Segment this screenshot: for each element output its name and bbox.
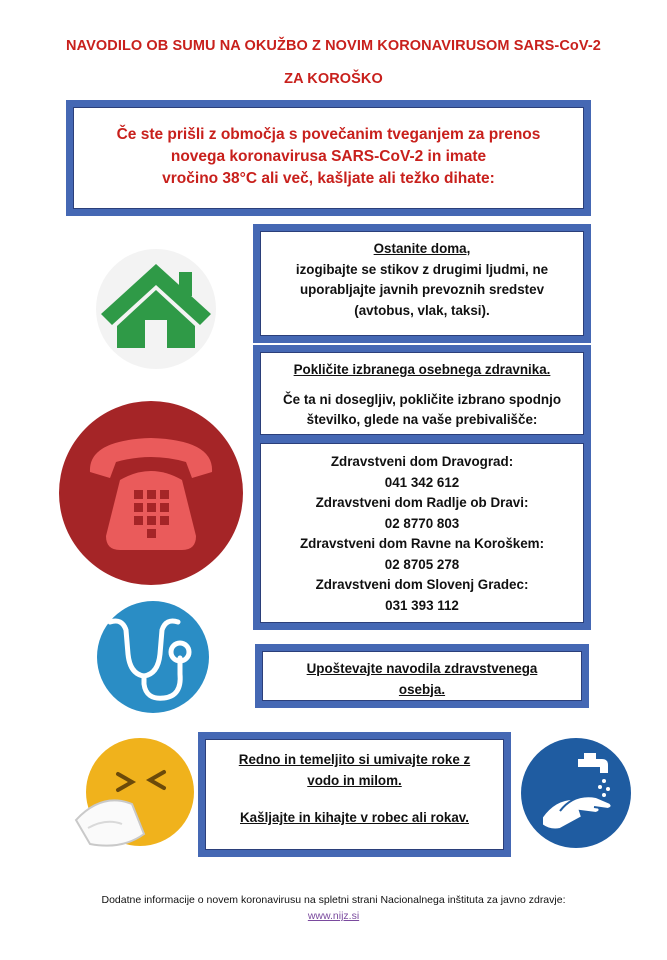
intro-line-1: Če ste prišli z območja s povečanim tveganjem za prenos: [116, 126, 541, 143]
intro-line-3: vročino 38°C ali več, kašljate ali težko dihate:: [162, 170, 495, 187]
contact-name: Zdravstveni dom Dravograd:: [330, 454, 514, 469]
hygiene-line-3: Kašljajte in kihajte v robec ali rokav.: [240, 810, 469, 825]
contacts-box: [253, 436, 591, 630]
contact-phone: 041 342 612: [384, 474, 460, 490]
contact-phone: 02 8770 803: [384, 515, 460, 531]
staff-line-2: osebja.: [398, 681, 446, 697]
footer-text: Dodatne informacije o novem koronavirusu na spletni strani Nacionalnega inštituta za javno zdravje:: [101, 894, 566, 906]
staff-box: [255, 644, 589, 708]
stay-home-box: [253, 224, 591, 343]
contact-phone: 031 393 112: [385, 597, 459, 613]
stay-home-line-1: izogibajte se stikov z drugimi ljudmi, ne: [295, 261, 549, 277]
staff-line-1: Upoštevajte navodila zdravstvenega: [306, 661, 538, 676]
stethoscope-icon: [96, 600, 210, 714]
stay-home-line-3: (avtobus, vlak, taksi).: [354, 302, 490, 318]
call-doctor-line-2: številko, glede na vaše prebivališče:: [306, 412, 538, 427]
page-subtitle: ZA KOROŠKO: [284, 71, 383, 87]
handwashing-icon: [520, 737, 632, 849]
sneezing-face-icon: [72, 732, 198, 858]
page-title: NAVODILO OB SUMU NA OKUŽBO Z NOVIM KORONAVIRUSOM SARS-CoV-2: [66, 38, 601, 54]
house-icon: [95, 248, 217, 370]
call-doctor-heading: Pokličite izbranega osebnega zdravnika.: [293, 362, 551, 377]
nijz-link[interactable]: www.nijz.si: [307, 910, 360, 922]
stay-home-heading: Ostanite doma,: [373, 241, 471, 256]
call-doctor-line-1: Če ta ni dosegljiv, pokličite izbrano spodnjo: [282, 391, 561, 407]
stay-home-line-2: uporabljajte javnih prevoznih sredstev: [299, 282, 545, 297]
call-doctor-box: [253, 345, 591, 442]
intro-line-2: novega koronavirusa SARS-CoV-2 in imate: [170, 148, 487, 165]
hygiene-line-2: vodo in milom.: [307, 772, 402, 788]
intro-box: [66, 100, 591, 216]
contact-name: Zdravstveni dom Radlje ob Dravi:: [315, 495, 529, 510]
telephone-icon: [58, 400, 244, 586]
contact-phone: 02 8705 278: [384, 556, 460, 572]
hygiene-box: [198, 732, 511, 857]
hygiene-line-1: Redno in temeljito si umivajte roke z: [238, 752, 471, 767]
contact-name: Zdravstveni dom Slovenj Gradec:: [315, 577, 529, 592]
contact-name: Zdravstveni dom Ravne na Koroškem:: [299, 536, 545, 551]
